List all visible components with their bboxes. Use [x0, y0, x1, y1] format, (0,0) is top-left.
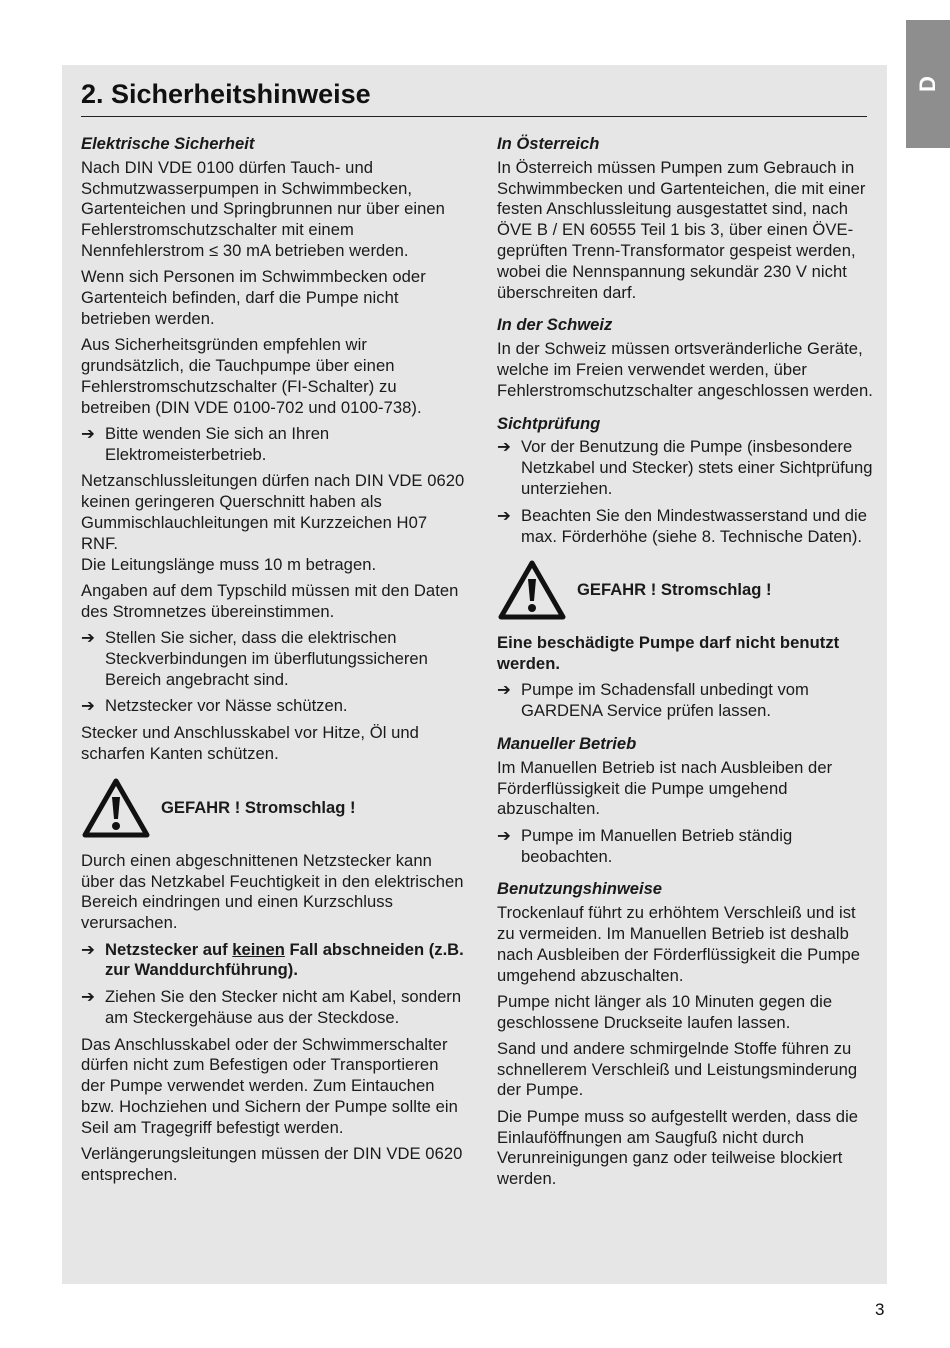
left-column [81, 134, 466, 1191]
paragraph [81, 471, 466, 575]
paragraph: Das Anschlusskabel oder der Schwimmerschalter dürfen nicht zum Befestigen oder Transportieren der Pumpe verwendet werden. Zum Eintauchen bzw. Hochziehen und Sichern der Pumpe sollte ein Seil am Tragegriff befestigt werden. [81, 1034, 458, 1137]
paragraph: Stecker und Anschlusskabel vor Hitze, Öl und scharfen Kanten schützen. [81, 723, 419, 764]
warning-label: GEFAHR ! Stromschlag ! [577, 580, 772, 600]
warning-triangle-icon [497, 559, 567, 621]
arrow-item-text: Pumpe im Schadensfall unbedingt vom GARDENA Service prüfen lassen. [521, 680, 809, 721]
arrow-right-icon: ➔ [81, 628, 95, 648]
arrow-item-text: Bitte wenden Sie sich an Ihren Elektromeisterbetrieb. [105, 423, 330, 464]
language-tab-label: D [915, 76, 940, 92]
paragraph: Trockenlauf führt zu erhöhtem Verschleiß und ist zu vermeiden. Im Manuellen Betrieb ist deshalb nach Ausbleiben der Förderflüssigkeit die Pumpe umgehend abzuschalten. [497, 903, 861, 985]
page-number: 3 [875, 1300, 885, 1319]
arrow-item [497, 506, 875, 548]
paragraph: Wenn sich Personen im Schwimmbecken oder Gartenteich befinden, darf die Pumpe nicht betrieben werden. [81, 267, 426, 328]
paragraph-bold: Eine beschädigte Pumpe darf nicht benutzt werden. [497, 633, 840, 674]
arrow-item-text: Stellen Sie sicher, dass die elektrischen Steckverbindungen im überflutungssicheren Bereich angebracht sind. [105, 628, 428, 689]
paragraph: Die Pumpe muss so aufgestellt werden, dass die Einlauföffnungen am Saugfuß nicht durch Verunreinigungen ganz oder teilweise blockiert werden. [497, 1106, 859, 1189]
warning-box [81, 777, 466, 839]
arrow-right-icon: ➔ [81, 987, 95, 1007]
arrow-right-icon: ➔ [81, 939, 95, 959]
arrow-right-icon: ➔ [497, 505, 511, 525]
paragraph: In Österreich müssen Pumpen zum Gebrauch in Schwimmbecken und Gartenteichen, die mit einer festen Anschlussleitung ausgestattet sind, nach ÖVE B / EN 60555 Teil 1 bis 3, über einen ÖVE-geprüften Trenn-Transformator gespeist werden, wobei die Nennspannung sekundär 230 V nicht überschreiten darf. [497, 157, 866, 302]
arrow-item [81, 628, 466, 690]
arrow-right-icon: ➔ [497, 825, 511, 845]
heading-austria: In Österreich [497, 134, 600, 153]
paragraph: Sand und andere schmirgelnde Stoffe führen zu schnellerem Verschleiß und Leistungsminderung der Pumpe. [497, 1038, 858, 1100]
arrow-item-text: Netzstecker vor Nässe schützen. [105, 696, 348, 716]
arrow-item [497, 437, 875, 499]
arrow-item-text: Pumpe im Manuellen Betrieb ständig beobachten. [521, 825, 793, 866]
heading-visual-inspection: Sichtprüfung [497, 413, 601, 433]
arrow-item [81, 987, 466, 1029]
arrow-item [497, 826, 875, 868]
right-column [497, 134, 875, 1195]
arrow-item-text: Vor der Benutzung die Pumpe (insbesondere Netzkabel und Stecker) stets einer Sichtprüfung unterziehen. [521, 437, 873, 498]
paragraph: Angaben auf dem Typschild müssen mit den Daten des Stromnetzes übereinstimmen. [81, 580, 459, 621]
arrow-item-text-pre: Netzstecker auf [105, 939, 228, 959]
paragraph: Verlängerungsleitungen müssen der DIN VDE 0620 entsprechen. [81, 1144, 463, 1184]
arrow-right-icon: ➔ [497, 437, 511, 457]
arrow-item-text-underlined: keinen [232, 939, 285, 959]
paragraph: Im Manuellen Betrieb ist nach Ausbleiben der Förderflüssigkeit die Pumpe umgehend abzuschalten. [497, 757, 833, 819]
paragraph: Durch einen abgeschnittenen Netzstecker kann über das Netzkabel Feuchtigkeit in den elektrischen Bereich eindringen und einen Kurzschluss verursachen. [81, 850, 464, 933]
arrow-right-icon: ➔ [497, 680, 511, 700]
arrow-item-text: Beachten Sie den Mindestwasserstand und die max. Förderhöhe (siehe 8. Technische Daten). [521, 505, 867, 546]
warning-triangle-icon [81, 777, 151, 839]
page-title: 2. Sicherheitshinweise [81, 79, 371, 109]
paragraph: Pumpe nicht länger als 10 Minuten gegen die geschlossene Druckseite laufen lassen. [497, 991, 833, 1032]
heading-switzerland: In der Schweiz [497, 315, 613, 335]
paragraph: In der Schweiz müssen ortsveränderliche Geräte, welche im Freien verwendet werden, über Fehlerstromschutzschalter angeschlossen werden. [497, 339, 873, 400]
arrow-right-icon: ➔ [81, 423, 95, 443]
paragraph-line: Netzanschlussleitungen dürfen nach DIN VDE 0620 keinen geringeren Querschnitt haben als Gummischlauchleitungen mit Kurzzeichen H07 RNF. [81, 471, 465, 553]
arrow-item [81, 424, 466, 466]
title-divider [81, 116, 867, 117]
paragraph-line: Die Leitungslänge muss 10 m betragen. [81, 554, 377, 574]
heading-manual-operation: Manueller Betrieb [497, 734, 637, 754]
arrow-item-bold [81, 940, 466, 982]
paragraph: Nach DIN VDE 0100 dürfen Tauch- und Schmutzwasserpumpen in Schwimmbecken, Gartenteichen und Springbrunnen nur über einen Fehlerstromschutzschalter mit einem Nennfehlerstrom ≤ 30 mA betrieben werden. [81, 157, 445, 260]
heading-electrical-safety: Elektrische Sicherheit [81, 134, 255, 153]
language-tab [906, 20, 950, 148]
warning-label: GEFAHR ! Stromschlag ! [161, 797, 356, 817]
arrow-item [497, 680, 875, 722]
arrow-right-icon: ➔ [81, 696, 95, 716]
arrow-item-text: Ziehen Sie den Stecker nicht am Kabel, sondern am Steckergehäuse aus der Steckdose. [105, 987, 462, 1027]
heading-usage-notes: Benutzungshinweise [497, 879, 663, 899]
arrow-item-text-post: Fall abschneiden (z.B. zur Wanddurchführung). [105, 939, 464, 980]
warning-box [497, 559, 875, 621]
arrow-item [81, 696, 466, 717]
paragraph: Aus Sicherheitsgründen empfehlen wir grundsätzlich, die Tauchpumpe über einen Fehlerstromschutzschalter (FI-Schalter) zu betreiben (DIN VDE 0100-702 und 0100-738). [81, 335, 422, 417]
